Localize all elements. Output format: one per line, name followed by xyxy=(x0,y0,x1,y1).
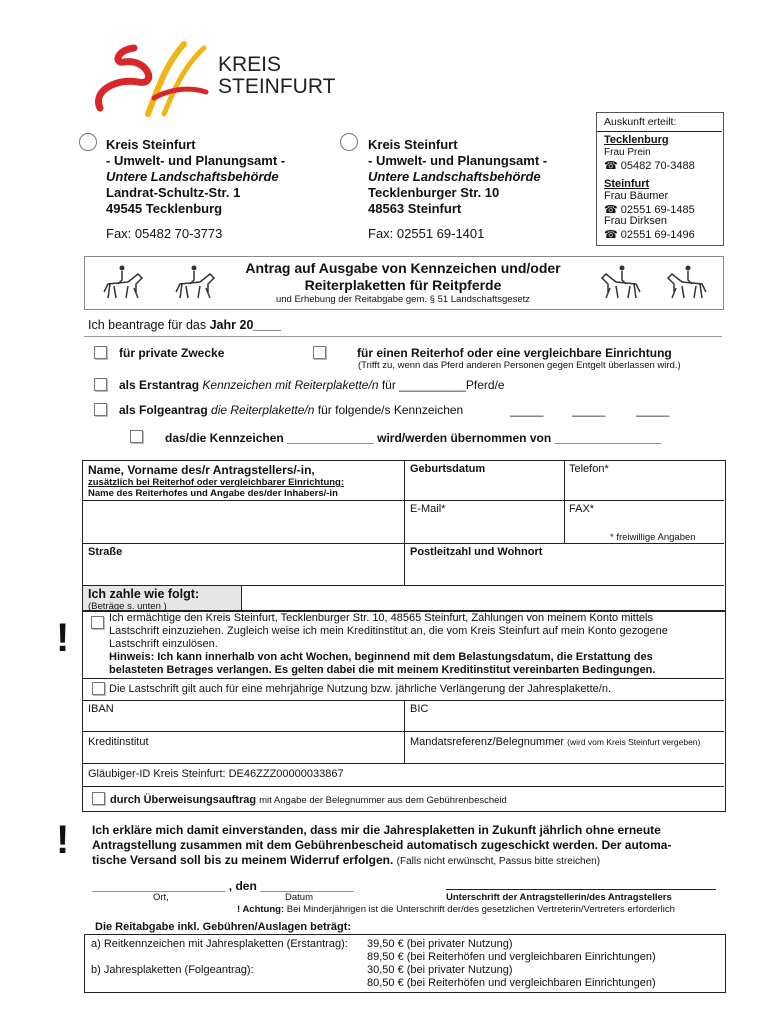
bic-label: BIC xyxy=(410,703,429,715)
checkbox-bank-transfer[interactable] xyxy=(92,792,105,805)
form-title: Antrag auf Ausgabe von Kennzeichen und/oder Reiterplaketten für Reitpferde xyxy=(245,260,561,293)
fees-a-private: 39,50 € (bei privater Nutzung) xyxy=(367,938,513,950)
fees-a-label: a) Reitkennzeichen mit Jahresplaketten (Erstantrag): xyxy=(91,938,348,950)
checkbox-riding-stable[interactable] xyxy=(313,346,326,359)
phone-icon: ☎ xyxy=(604,204,618,216)
auskunft-location-steinfurt: Steinfurt xyxy=(604,178,650,190)
checkbox-private[interactable] xyxy=(94,346,107,359)
checkbox-sepa-mandate[interactable] xyxy=(91,616,104,629)
form-subtitle: und Erhebung der Reitabgabe gem. § 51 Landschaftsgesetz xyxy=(275,294,531,305)
place-label: Ort, xyxy=(153,892,169,903)
fax-steinfurt: Fax: 02551 69-1401 xyxy=(368,226,485,241)
riding-note: (Trifft zu, wenn das Pferd anderen Personen gegen Entgelt überlassen wird.) xyxy=(358,360,681,371)
fees-b-stable: 80,50 € (bei Reiterhöfen und vergleichbaren Einrichtungen) xyxy=(367,977,656,989)
address-tecklenburg: Kreis Steinfurt - Umwelt- und Planungsamt - Untere Landschaftsbehörde Landrat-Schultz-Str. 1 49545 Tecklenburg xyxy=(106,137,286,216)
label-first-application: als Erstantrag Kennzeichen mit Reiterplakette/n für __________Pferd/e xyxy=(119,378,505,392)
bank-label: Kreditinstitut xyxy=(88,736,149,748)
mandate-label: Mandatsreferenz/Belegnummer (wird vom Kreis Steinfurt vergeben) xyxy=(410,736,701,748)
exclamation-icon: ! xyxy=(56,616,70,660)
creditor-id: Gläubiger-ID Kreis Steinfurt: DE46ZZZ00000033867 xyxy=(88,768,344,780)
date-label: Datum xyxy=(285,892,313,903)
minor-warning: ! Achtung: Bei Minderjährigen ist die Unterschrift der/des gesetzlichen Vertreterin/Vertreters erforderlich xyxy=(237,904,675,915)
consent-text: Ich erkläre mich damit einverstanden, dass mir die Jahresplaketten in Zukunft jährlich ohne erneute Antragstellung zusammen mit dem Gebührenbescheid automatisch zugeschickt werden. Der automa- tische Versand soll bis zu meinem Widerruf erfolgen. (Falls nicht erwünscht, Passus bitte streichen) xyxy=(92,823,672,867)
label-riding-stable: für einen Reiterhof oder eine vergleichbare Einrichtung xyxy=(357,346,672,360)
phone-input[interactable] xyxy=(566,476,722,498)
checkbox-follow-application[interactable] xyxy=(94,403,107,416)
label-follow-application: als Folgeantrag die Reiterplakette/n für folgende/s Kennzeichen xyxy=(119,403,464,417)
kreis-steinfurt-logo xyxy=(88,38,218,118)
sepa-text: Ich ermächtige den Kreis Steinfurt, Tecklenburger Str. 10, 48565 Steinfurt, Zahlungen von meinem Konto mittels Lastschrift einzuziehen. Zugleich weise ich mein Kreditinstitut an, die vom Kreis Steinfurt auf mein Konto gezogene Lastschrift einzulösen. Hinweis: Ich kann innerhalb von acht Wochen, beginnend mit dem Belastungsdatum, die Erstattung des belasteten Betrages verlangen. Es gelten dabei die mit meinem Kreditinstitut vereinbarten Bedingungen. xyxy=(109,612,668,676)
postcode-city-input[interactable] xyxy=(406,560,722,584)
rider-icon xyxy=(660,262,712,304)
name-additional-2: Name des Reiterhofes und Angabe des/der Inhabers/-in xyxy=(88,488,338,499)
email-label: E-Mail* xyxy=(410,503,446,515)
address-select-radio-tecklenburg[interactable] xyxy=(79,133,97,151)
auskunft-label: Auskunft erteilt: xyxy=(604,116,677,128)
auskunft-phone-2: ☎ 02551 69-1485 xyxy=(604,204,695,216)
exclamation-icon: ! xyxy=(56,818,70,862)
fees-b-label: b) Jahresplaketten (Folgeantrag): xyxy=(91,964,254,976)
phone-label: Telefon* xyxy=(569,463,609,475)
postcode-city-label: Postleitzahl und Wohnort xyxy=(410,546,543,558)
payment-subtitle: (Beträge s. unten ) xyxy=(88,601,167,612)
logo-text xyxy=(218,54,335,98)
label-private: für private Zwecke xyxy=(119,346,225,360)
fax-tecklenburg: Fax: 05482 70-3773 xyxy=(106,226,223,241)
plate-number-field-1[interactable]: _____ xyxy=(510,403,544,417)
year-line: Ich beantrage für das Jahr 20____ xyxy=(88,318,282,332)
rider-icon xyxy=(170,262,222,304)
email-input[interactable] xyxy=(406,516,562,542)
fax-label: FAX* xyxy=(569,503,595,515)
street-input[interactable] xyxy=(84,560,402,584)
fees-title: Die Reitabgabe inkl. Gebühren/Auslagen beträgt: xyxy=(95,921,352,933)
place-date-line: ____________________ , den ______________ xyxy=(92,879,354,893)
signature-label: Unterschrift der Antragstellerin/des Antragstellers xyxy=(446,892,672,903)
rider-icon xyxy=(594,262,646,304)
checkbox-multi-year[interactable] xyxy=(92,682,105,695)
auskunft-person-prein: Frau Prein xyxy=(604,147,651,158)
name-input[interactable] xyxy=(84,502,402,542)
auskunft-phone-1: ☎ 05482 70-3488 xyxy=(604,160,695,172)
name-label: Name, Vorname des/r Antragstellers/-in, xyxy=(88,463,315,477)
multi-year-label: Die Lastschrift gilt auch für eine mehrjährige Nutzung bzw. jährliche Verlängerung der Jahresplakette/n. xyxy=(109,683,611,695)
auskunft-person-dirksen: Frau Dirksen xyxy=(604,215,667,227)
label-takeover: das/die Kennzeichen _____________ wird/werden übernommen von ________________ xyxy=(165,431,662,445)
auskunft-location-tecklenburg: Tecklenburg xyxy=(604,134,669,146)
birthdate-label: Geburtsdatum xyxy=(410,463,486,475)
address-select-radio-steinfurt[interactable] xyxy=(340,133,358,151)
logo-line-1: KREIS xyxy=(218,53,282,76)
payment-title: Ich zahle wie folgt: xyxy=(88,587,200,601)
fees-b-private: 30,50 € (bei privater Nutzung) xyxy=(367,964,513,976)
phone-icon: ☎ xyxy=(604,160,618,172)
rider-icon xyxy=(98,262,150,304)
bank-input[interactable] xyxy=(84,748,402,762)
auskunft-phone-3: ☎ 02551 69-1496 xyxy=(604,229,695,241)
birthdate-input[interactable] xyxy=(406,476,562,498)
phone-icon: ☎ xyxy=(604,229,618,241)
checkbox-takeover[interactable] xyxy=(130,430,143,443)
plate-number-field-2[interactable]: _____ xyxy=(572,403,606,417)
bank-transfer-label: durch Überweisungsauftrag mit Angabe der Belegnummer aus dem Gebührenbescheid xyxy=(110,794,507,806)
optional-note: * freiwillige Angaben xyxy=(610,532,696,543)
street-label: Straße xyxy=(88,546,123,558)
address-steinfurt: Kreis Steinfurt - Umwelt- und Planungsamt - Untere Landschaftsbehörde Tecklenburger Str. 10 48563 Steinfurt xyxy=(368,137,548,216)
auskunft-person-baeumer: Frau Bäumer xyxy=(604,190,669,202)
checkbox-first-application[interactable] xyxy=(94,378,107,391)
bic-input[interactable] xyxy=(406,715,722,730)
logo-line-2: STEINFURT xyxy=(218,75,336,98)
plate-number-field-3[interactable]: _____ xyxy=(636,403,670,417)
iban-label: IBAN xyxy=(88,703,114,715)
fees-a-stable: 89,50 € (bei Reiterhöfen und vergleichbaren Einrichtungen) xyxy=(367,951,656,963)
iban-input[interactable] xyxy=(84,715,402,730)
name-additional: zusätzlich bei Reiterhof oder vergleichbarer Einrichtung: xyxy=(88,477,345,488)
